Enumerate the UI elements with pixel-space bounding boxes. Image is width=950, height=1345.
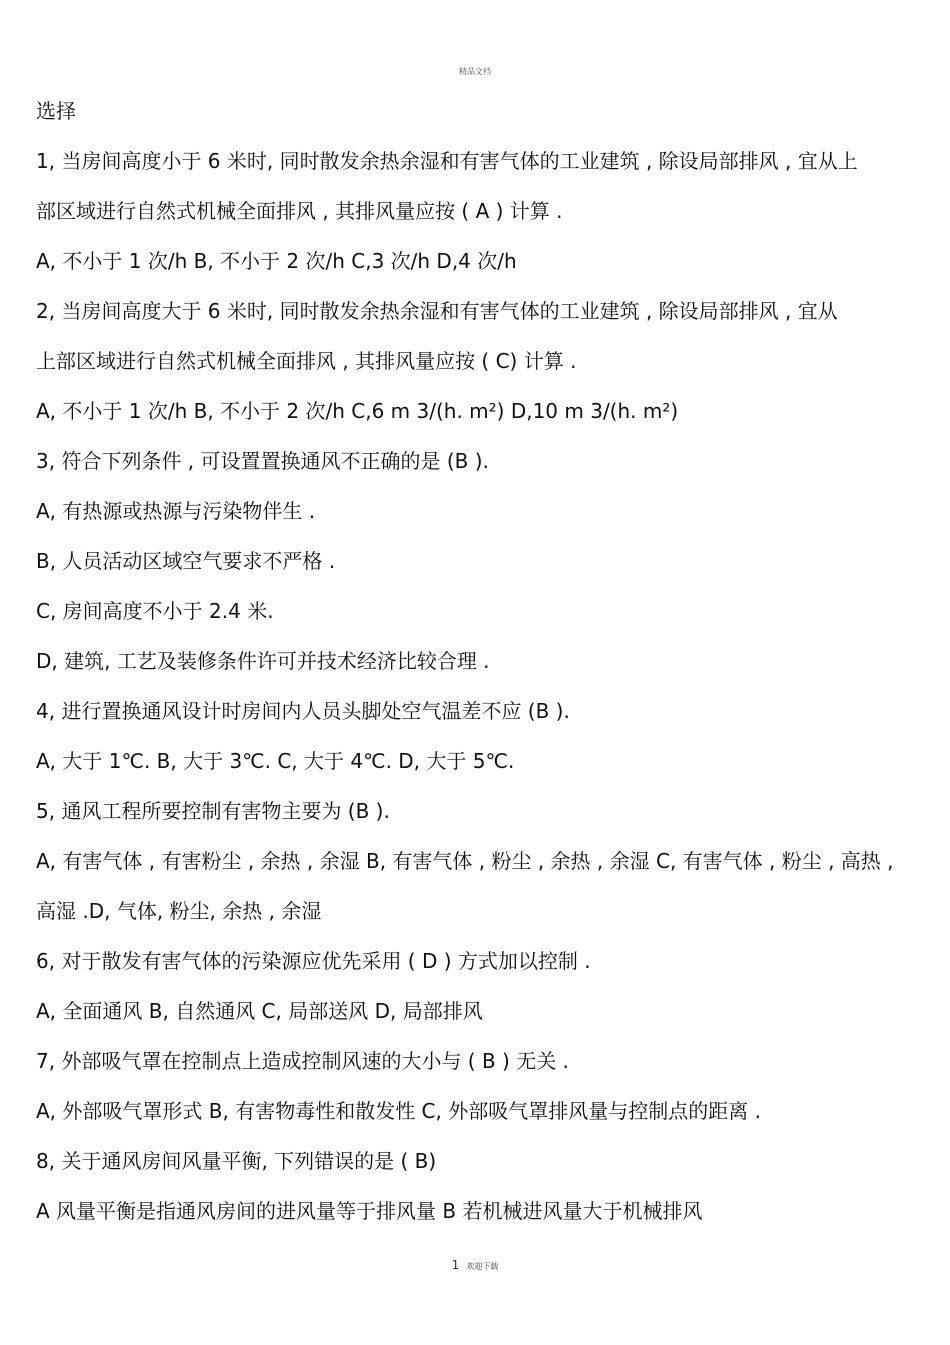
question-5-options-line-1: A, 有害气体 , 有害粉尘 , 余热 , 余湿 B, 有害气体 , 粉尘 , 余热 , 余湿 C, 有害气体 , 粉尘 , 高热 ,: [36, 849, 894, 873]
question-6: 6, 对于散发有害气体的污染源应优先采用 ( D ) 方式加以控制 .: [36, 949, 591, 973]
page-number: 1: [451, 1258, 460, 1272]
question-1-line-1: 1, 当房间高度小于 6 米时, 同时散发余热余湿和有害气体的工业建筑 , 除设局部排风 , 宜从上: [36, 149, 858, 173]
question-3: 3, 符合下列条件 , 可设置置换通风不正确的是 (B ).: [36, 449, 489, 473]
document-body: [36, 86, 916, 1236]
footer-text: 欢迎下载: [466, 1262, 499, 1271]
section-title: 选择: [36, 99, 76, 123]
question-2-line-1: 2, 当房间高度大于 6 米时, 同时散发余热余湿和有害气体的工业建筑 , 除设局部排风 , 宜从: [36, 299, 838, 323]
question-3-option-b: B, 人员活动区域空气要求不严格 .: [36, 549, 336, 573]
question-8-options: A 风量平衡是指通风房间的进风量等于排风量 B 若机械进风量大于机械排风: [36, 1199, 703, 1223]
question-2-line-2: 上部区域进行自然式机械全面排风 , 其排风量应按 ( C) 计算 .: [36, 349, 577, 373]
question-5-options-line-2: 高湿 .D, 气体, 粉尘, 余热 , 余湿: [36, 899, 322, 923]
question-6-options: A, 全面通风 B, 自然通风 C, 局部送风 D, 局部排风: [36, 999, 483, 1023]
question-2-options: A, 不小于 1 次/h B, 不小于 2 次/h C,6 m 3/(h. m²) D,10 m 3/(h. m²): [36, 399, 679, 423]
question-4-options: A, 大于 1℃. B, 大于 3℃. C, 大于 4℃. D, 大于 5℃.: [36, 749, 515, 773]
question-7-options: A, 外部吸气罩形式 B, 有害物毒性和散发性 C, 外部吸气罩排风量与控制点的距离 .: [36, 1099, 761, 1123]
question-7: 7, 外部吸气罩在控制点上造成控制风速的大小与 ( B ) 无关 .: [36, 1049, 569, 1073]
page-footer: [0, 1258, 950, 1272]
question-4: 4, 进行置换通风设计时房间内人员头脚处空气温差不应 (B ).: [36, 699, 570, 723]
question-3-option-a: A, 有热源或热源与污染物伴生 .: [36, 499, 316, 523]
question-5: 5, 通风工程所要控制有害物主要为 (B ).: [36, 799, 390, 823]
question-1-options: A, 不小于 1 次/h B, 不小于 2 次/h C,3 次/h D,4 次/h: [36, 249, 517, 273]
question-8: 8, 关于通风房间风量平衡, 下列错误的是 ( B): [36, 1149, 437, 1173]
question-1-line-2: 部区域进行自然式机械全面排风 , 其排风量应按 ( A ) 计算 .: [36, 199, 563, 223]
page-header: 精品文档: [459, 67, 491, 76]
question-3-option-c: C, 房间高度不小于 2.4 米.: [36, 599, 274, 623]
question-3-option-d: D, 建筑, 工艺及装修条件许可并技术经济比较合理 .: [36, 649, 490, 673]
